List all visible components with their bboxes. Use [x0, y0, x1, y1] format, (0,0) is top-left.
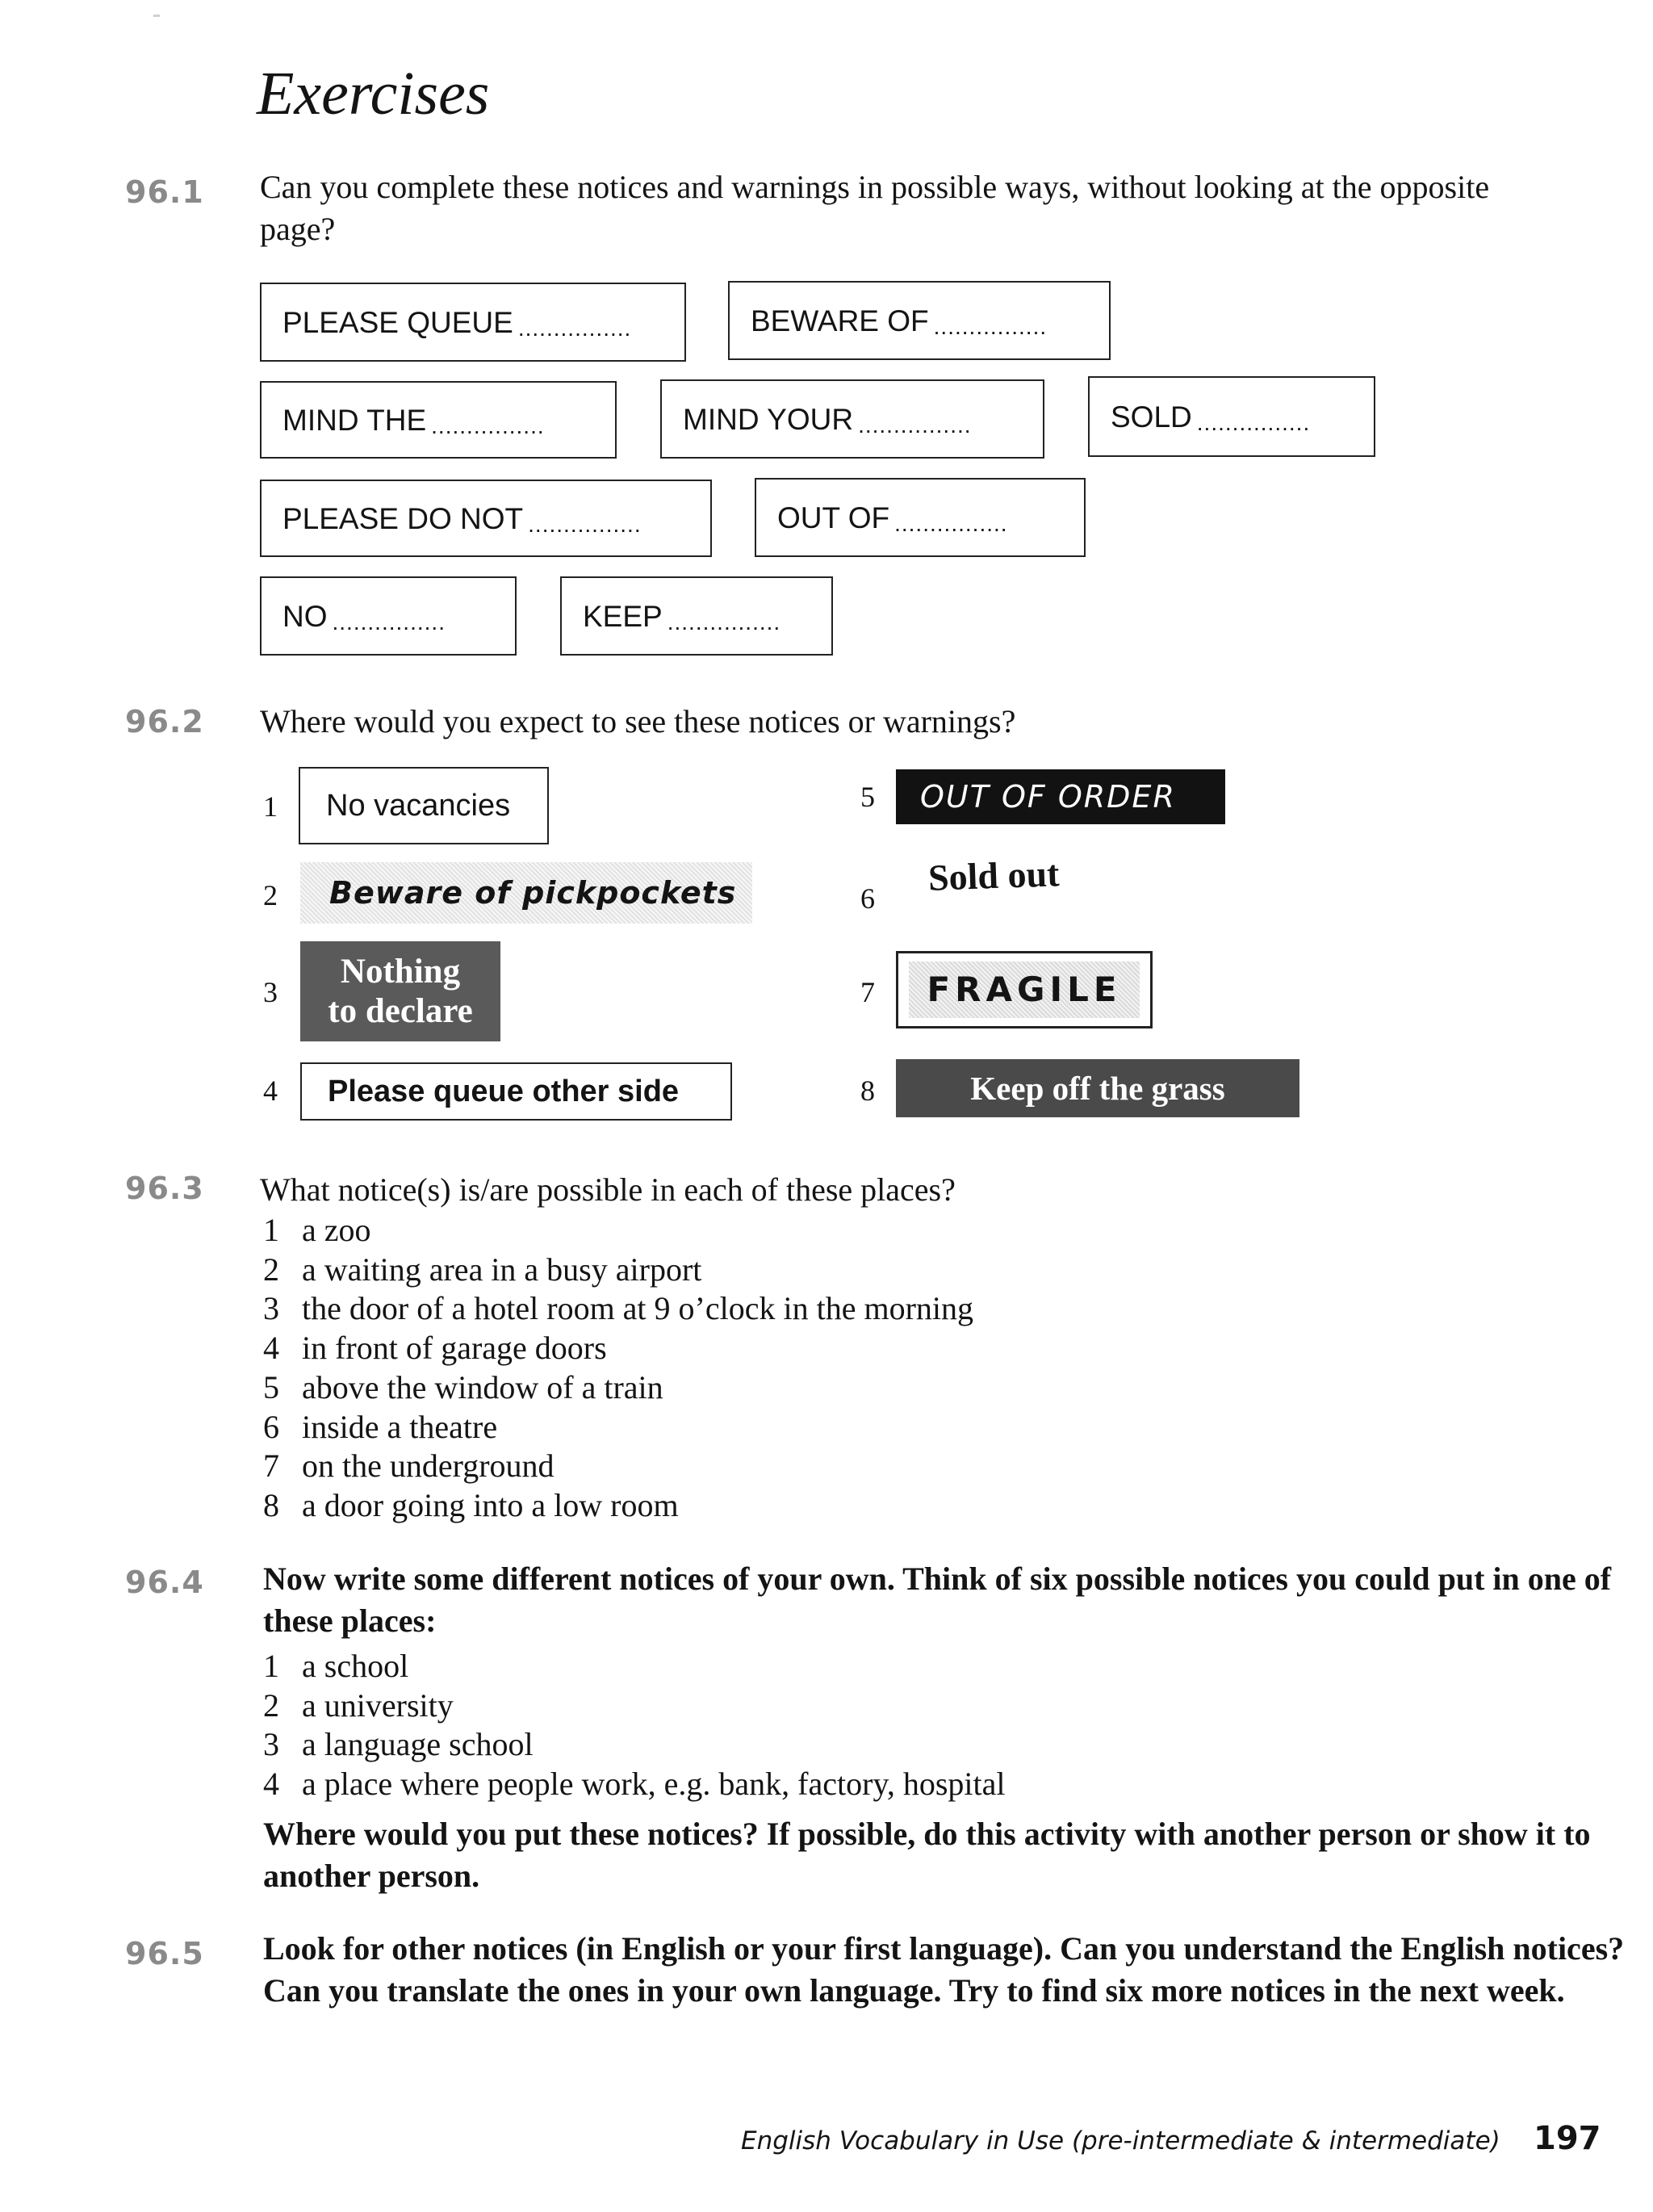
- notice-text: SOLD: [1111, 400, 1192, 434]
- item-number: 1: [263, 1212, 279, 1248]
- list-item: [263, 1447, 973, 1486]
- exercise-prompt: Now write some different notices of your own. Think of six possible notices you could put in one of these places:: [263, 1561, 1612, 1639]
- blank-dots: ................: [517, 316, 632, 341]
- item-number: 5: [263, 1368, 279, 1406]
- notice-please-queue: Please queue other side: [300, 1062, 732, 1121]
- exercise-prompt: What notice(s) is/are possible in each of these places?: [260, 1171, 956, 1208]
- item-number: 3: [263, 1726, 279, 1763]
- scan-mark: [153, 15, 160, 17]
- notice-number: 7: [860, 976, 875, 1008]
- notice-number: 8: [860, 1075, 875, 1107]
- item-text: a school: [302, 1648, 409, 1684]
- list-item: [263, 1686, 1006, 1726]
- item-number: 4: [263, 1766, 279, 1803]
- notice-box: [260, 381, 617, 459]
- notice-number: 1: [263, 790, 278, 823]
- item-text: a waiting area in a busy airport: [302, 1251, 702, 1288]
- item-number: 7: [263, 1447, 279, 1485]
- notice-text: PLEASE QUEUE: [282, 305, 513, 339]
- notice-box: [1088, 376, 1375, 457]
- item-text: a place where people work, e.g. bank, factory, hospital: [302, 1766, 1006, 1803]
- item-text: on the underground: [302, 1447, 554, 1485]
- item-text: a door going into a low room: [302, 1486, 679, 1523]
- item-number: 1: [263, 1648, 279, 1684]
- blank-dots: ................: [894, 511, 1008, 536]
- item-text: a zoo: [302, 1212, 371, 1248]
- notice-box: [660, 379, 1044, 459]
- notice-text: KEEP: [583, 599, 663, 633]
- notice-box: [560, 576, 833, 656]
- notice-text: OUT OF: [777, 501, 890, 534]
- notice-line: Nothing: [340, 953, 461, 991]
- notice-keep-off-grass: Keep off the grass: [896, 1059, 1299, 1117]
- list-item: [263, 1211, 973, 1251]
- list-item: [263, 1368, 973, 1408]
- blank-dots: ................: [528, 512, 642, 537]
- list-item: [263, 1725, 1006, 1765]
- item-text: above the window of a train: [302, 1368, 663, 1406]
- notice-box: [260, 576, 517, 656]
- list-item: [263, 1647, 1006, 1686]
- list-item: [263, 1329, 973, 1368]
- exercise-followup: Where would you put these notices? If possible, do this activity with another person or show it to another person.: [263, 1816, 1591, 1894]
- list-item: [263, 1486, 973, 1526]
- blank-dots: ................: [667, 610, 781, 635]
- item-text: a university: [302, 1686, 454, 1724]
- notice-box: [260, 283, 686, 362]
- list-item: [263, 1251, 973, 1290]
- item-text: a language school: [302, 1726, 534, 1763]
- blank-dots: ................: [431, 413, 545, 438]
- exercise-prompt: Where would you expect to see these notices or warnings?: [260, 703, 1016, 739]
- exercise-number: 96.3: [125, 1171, 204, 1206]
- notice-number: 3: [263, 976, 278, 1008]
- notice-out-of-order: OUT OF ORDER: [896, 769, 1225, 824]
- place-list: [263, 1647, 1006, 1804]
- notice-number: 2: [263, 879, 278, 911]
- notice-text: MIND THE: [282, 403, 427, 437]
- item-text: the door of a hotel room at 9 o’clock in the morning: [302, 1290, 974, 1327]
- exercise-number: 96.1: [125, 174, 204, 210]
- list-item: [263, 1765, 1006, 1804]
- notice-number: 6: [860, 882, 875, 915]
- item-number: 8: [263, 1486, 279, 1523]
- notice-box: [755, 478, 1086, 557]
- item-number: 2: [263, 1251, 279, 1288]
- notice-line: to declare: [328, 992, 473, 1030]
- list-item: [263, 1289, 973, 1329]
- blank-dots: ................: [1196, 410, 1311, 435]
- notice-sold-out: Sold out: [927, 853, 1061, 899]
- item-number: 4: [263, 1330, 279, 1367]
- notice-text: FRAGILE: [909, 961, 1140, 1018]
- page-title: Exercises: [257, 60, 490, 128]
- exercise-prompt: Can you complete these notices and warnings in possible ways, without looking at the opposite page?: [260, 169, 1490, 247]
- notice-number: 4: [263, 1075, 278, 1107]
- exercise-number: 96.2: [125, 704, 204, 739]
- notice-fragile: [896, 951, 1153, 1028]
- item-number: 3: [263, 1290, 279, 1327]
- place-list: [263, 1211, 973, 1526]
- blank-dots: ................: [933, 314, 1048, 339]
- item-text: in front of garage doors: [302, 1330, 607, 1367]
- notice-text: NO: [282, 599, 328, 633]
- notice-beware-pickpockets: Beware of pickpockets: [300, 862, 752, 924]
- notice-text: MIND YOUR: [683, 402, 854, 436]
- notice-box: [728, 281, 1111, 360]
- notice-no-vacancies: No vacancies: [299, 767, 549, 844]
- page-number: 197: [1534, 2120, 1601, 2157]
- exercise-number: 96.5: [125, 1936, 204, 1971]
- notice-box: [260, 480, 712, 557]
- exercise-number: 96.4: [125, 1565, 204, 1600]
- blank-dots: ................: [858, 413, 972, 438]
- item-number: 2: [263, 1686, 279, 1724]
- item-text: inside a theatre: [302, 1408, 498, 1445]
- notice-number: 5: [860, 781, 875, 813]
- notice-nothing-to-declare: [300, 941, 500, 1041]
- book-title-footer: English Vocabulary in Use (pre-intermediate & intermediate): [741, 2126, 1500, 2155]
- item-number: 6: [263, 1408, 279, 1445]
- exercise-prompt: Look for other notices (in English or your first language). Can you understand the English notices? Can you translate the ones in your own language. Try to find six more notices in the next week.: [263, 1930, 1625, 2009]
- notice-text: BEWARE OF: [751, 304, 929, 337]
- notice-text: PLEASE DO NOT: [282, 501, 524, 535]
- blank-dots: ................: [332, 610, 446, 635]
- list-item: [263, 1408, 973, 1447]
